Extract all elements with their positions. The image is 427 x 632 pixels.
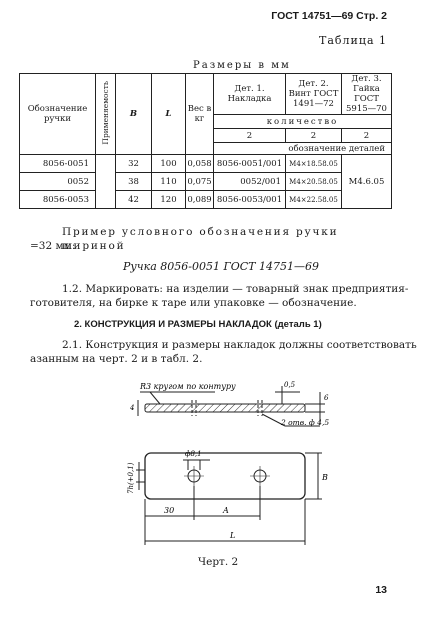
row-l: 100 xyxy=(152,155,186,173)
table-label: Таблица 1 xyxy=(319,34,387,47)
dim-30: 30 xyxy=(164,506,175,515)
row-b: 42 xyxy=(116,191,152,209)
header-q2: 2 xyxy=(286,129,342,143)
holes-note: 2 отв. ф 4,5 xyxy=(281,418,330,427)
row-l: 110 xyxy=(152,173,186,191)
dim-4: 4 xyxy=(130,404,135,412)
header-parts-designation: обозначение деталей xyxy=(214,143,392,155)
radius-note: R3 кругом по контуру xyxy=(140,382,236,391)
technical-drawing xyxy=(0,370,427,555)
sizes-label: Размеры в мм xyxy=(193,60,291,71)
row-det2: М4×20.58.05 xyxy=(286,173,342,191)
header-q3: 2 xyxy=(342,129,392,143)
dim-l: L xyxy=(230,531,236,540)
header-q1: 2 xyxy=(214,129,286,143)
example-line-1: Пример условного обозначения ручки шириной xyxy=(62,226,339,252)
row-det2: М4×22.58.05 xyxy=(286,191,342,209)
header-det3: Дет. 3. Гайка ГОСТ 5915—70 xyxy=(342,74,392,115)
dim-a: A xyxy=(223,506,229,515)
dim-6: 6 xyxy=(324,394,329,402)
plan-view xyxy=(136,453,322,545)
table-row xyxy=(20,173,392,191)
marking-line-1: 1.2. Маркировать: на изделии — товарный знак предприятия- xyxy=(62,283,409,295)
dim-b: B xyxy=(322,473,328,482)
header-weight: Вес в кг xyxy=(186,74,214,155)
drawing-caption: Черт. 2 xyxy=(198,556,239,568)
table-row xyxy=(20,191,392,209)
row-designation: 8056-0053 xyxy=(20,191,96,209)
dim-7h: 7h(+0,1) xyxy=(127,462,135,494)
row-b: 32 xyxy=(116,155,152,173)
header-b: B xyxy=(116,74,152,155)
dim-diam81: ф8,1 xyxy=(185,450,202,458)
row-det2: М4×18.58.05 xyxy=(286,155,342,173)
row-b: 38 xyxy=(116,173,152,191)
header-quantity: количество xyxy=(214,115,392,129)
row-l: 120 xyxy=(152,191,186,209)
parts-table xyxy=(19,73,392,209)
row-det1: 8056-0051/001 xyxy=(214,155,286,173)
dim-05: 0,5 xyxy=(284,381,296,389)
construction-line-2: азанным на черт. 2 и в табл. 2. xyxy=(30,353,203,365)
header-det2: Дет. 2. Винт ГОСТ 1491—72 xyxy=(286,74,342,115)
page-header: ГОСТ 14751—69 Стр. 2 xyxy=(271,10,387,22)
header-det1: Дет. 1. Накладка xyxy=(214,74,286,115)
example-designation: Ручка 8056-0051 ГОСТ 14751—69 xyxy=(123,260,319,273)
row-designation: 8056-0051 xyxy=(20,155,96,173)
table-row xyxy=(20,155,392,173)
row-weight: 0,089 xyxy=(186,191,214,209)
section-title: 2. КОНСТРУКЦИЯ И РАЗМЕРЫ НАКЛАДОК (деталь 1) xyxy=(74,319,322,330)
header-l: L xyxy=(152,74,186,155)
row-weight: 0,075 xyxy=(186,173,214,191)
marking-line-2: готовителя, на бирке к таре или упаковке — обозначение. xyxy=(30,297,357,309)
page-number: 13 xyxy=(375,584,387,596)
row-weight: 0,058 xyxy=(186,155,214,173)
row-det1: 8056-0053/001 xyxy=(214,191,286,209)
row-designation: 0052 xyxy=(20,173,96,191)
nut-designation: М4.6.05 xyxy=(342,155,392,209)
example-line-2: =32 мм: xyxy=(30,240,76,252)
header-designation: Обозначение ручки xyxy=(20,74,96,155)
construction-line-1: 2.1. Конструкция и размеры накладок должны соответствовать xyxy=(62,339,417,351)
row-det1: 0052/001 xyxy=(214,173,286,191)
header-applicability: Применяемость xyxy=(96,74,116,155)
